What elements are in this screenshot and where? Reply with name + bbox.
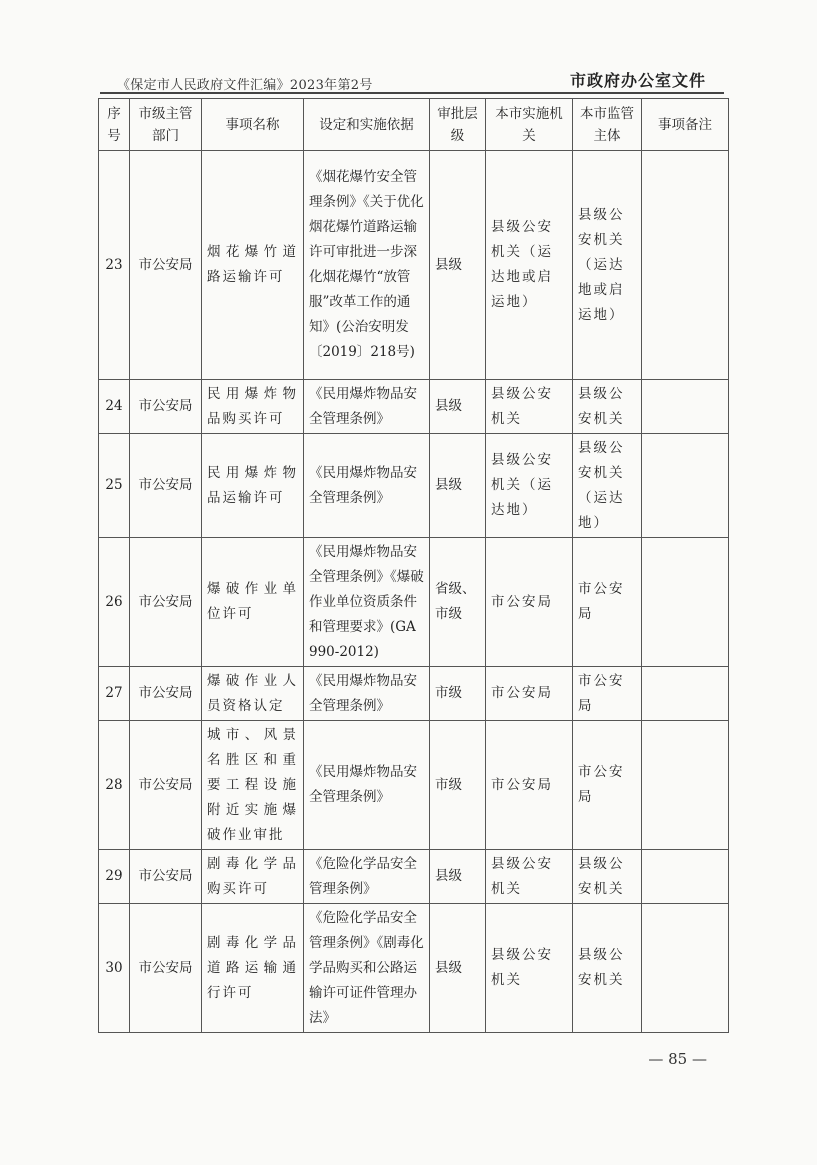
- row-department: 市公安局: [130, 151, 202, 380]
- header-implementing-org: 本市实施机关: [486, 99, 573, 151]
- row-supervisor: 县级公安机关: [573, 904, 642, 1033]
- row-implementing-org: 县级公安机关: [486, 850, 573, 904]
- row-number: 25: [99, 434, 130, 538]
- row-remarks: [642, 434, 729, 538]
- table-row: [99, 667, 729, 721]
- row-legal-basis: 《民用爆炸物品安全管理条例》《爆破作业单位资质条件和管理要求》(GA990-2012): [304, 538, 430, 667]
- row-department: 市公安局: [130, 538, 202, 667]
- row-department: 市公安局: [130, 904, 202, 1033]
- row-implementing-org: 县级公安机关（运达地）: [486, 434, 573, 538]
- header-legal-basis: 设定和实施依据: [304, 99, 430, 151]
- row-approval-level: 县级: [430, 380, 486, 434]
- row-department: 市公安局: [130, 721, 202, 850]
- table-row: [99, 538, 729, 667]
- row-supervisor: 县级公安机关（运达地或启运地）: [573, 151, 642, 380]
- row-supervisor: 市公安局: [573, 667, 642, 721]
- row-item-name: 剧毒化学品购买许可: [202, 850, 304, 904]
- document-series-title: 《保定市人民政府文件汇编》2023年第2号: [117, 78, 373, 93]
- row-legal-basis: 《民用爆炸物品安全管理条例》: [304, 721, 430, 850]
- row-remarks: [642, 721, 729, 850]
- table-header-row: [99, 99, 729, 151]
- row-item-name: 民用爆炸物品运输许可: [202, 434, 304, 538]
- row-department: 市公安局: [130, 380, 202, 434]
- row-approval-level: 省级、市级: [430, 538, 486, 667]
- row-remarks: [642, 904, 729, 1033]
- row-implementing-org: 县级公安机关: [486, 380, 573, 434]
- row-number: 30: [99, 904, 130, 1033]
- row-department: 市公安局: [130, 667, 202, 721]
- header-number: 序号: [99, 99, 130, 151]
- row-department: 市公安局: [130, 434, 202, 538]
- row-number: 28: [99, 721, 130, 850]
- row-approval-level: 县级: [430, 904, 486, 1033]
- row-item-name: 烟花爆竹道路运输许可: [202, 151, 304, 380]
- row-remarks: [642, 538, 729, 667]
- row-legal-basis: 《民用爆炸物品安全管理条例》: [304, 434, 430, 538]
- row-supervisor: 市公安局: [573, 538, 642, 667]
- header-approval-level: 审批层级: [430, 99, 486, 151]
- page-number: — 85 —: [648, 1050, 707, 1068]
- row-number: 29: [99, 850, 130, 904]
- table-row: [99, 850, 729, 904]
- header-item-name: 事项名称: [202, 99, 304, 151]
- row-number: 27: [99, 667, 130, 721]
- header-department: 市级主管部门: [130, 99, 202, 151]
- table-row: [99, 151, 729, 380]
- row-implementing-org: 市公安局: [486, 667, 573, 721]
- row-implementing-org: 市公安局: [486, 538, 573, 667]
- table-row: [99, 904, 729, 1033]
- row-approval-level: 县级: [430, 434, 486, 538]
- row-number: 26: [99, 538, 130, 667]
- row-approval-level: 市级: [430, 721, 486, 850]
- table-row: [99, 380, 729, 434]
- row-supervisor: 县级公安机关: [573, 380, 642, 434]
- table-row: [99, 434, 729, 538]
- row-item-name: 爆破作业单位许可: [202, 538, 304, 667]
- row-implementing-org: 市公安局: [486, 721, 573, 850]
- header-divider: [100, 92, 724, 94]
- row-item-name: 民用爆炸物品购买许可: [202, 380, 304, 434]
- row-legal-basis: 《民用爆炸物品安全管理条例》: [304, 380, 430, 434]
- row-department: 市公安局: [130, 850, 202, 904]
- row-supervisor: 县级公安机关（运达地）: [573, 434, 642, 538]
- header-supervisor: 本市监管主体: [573, 99, 642, 151]
- row-remarks: [642, 850, 729, 904]
- row-approval-level: 县级: [430, 151, 486, 380]
- row-supervisor: 县级公安机关: [573, 850, 642, 904]
- row-remarks: [642, 667, 729, 721]
- row-legal-basis: 《民用爆炸物品安全管理条例》: [304, 667, 430, 721]
- row-item-name: 爆破作业人员资格认定: [202, 667, 304, 721]
- row-legal-basis: 《烟花爆竹安全管理条例》《关于优化烟花爆竹道路运输许可审批进一步深化烟花爆竹“放管服”改革工作的通知》(公治安明发〔2019〕218号): [304, 151, 430, 380]
- row-number: 24: [99, 380, 130, 434]
- row-supervisor: 市公安局: [573, 721, 642, 850]
- row-implementing-org: 县级公安机关（运达地或启运地）: [486, 151, 573, 380]
- row-approval-level: 县级: [430, 850, 486, 904]
- document-category: 市政府办公室文件: [569, 71, 706, 90]
- row-item-name: 城市、风景名胜区和重要工程设施附近实施爆破作业审批: [202, 721, 304, 850]
- row-item-name: 剧毒化学品道路运输通行许可: [202, 904, 304, 1033]
- row-remarks: [642, 151, 729, 380]
- row-remarks: [642, 380, 729, 434]
- header-remarks: 事项备注: [642, 99, 729, 151]
- permit-table: [98, 98, 729, 1033]
- row-number: 23: [99, 151, 130, 380]
- table-row: [99, 721, 729, 850]
- row-legal-basis: 《危险化学品安全管理条例》: [304, 850, 430, 904]
- row-legal-basis: 《危险化学品安全管理条例》《剧毒化学品购买和公路运输许可证件管理办法》: [304, 904, 430, 1033]
- row-implementing-org: 县级公安机关: [486, 904, 573, 1033]
- row-approval-level: 市级: [430, 667, 486, 721]
